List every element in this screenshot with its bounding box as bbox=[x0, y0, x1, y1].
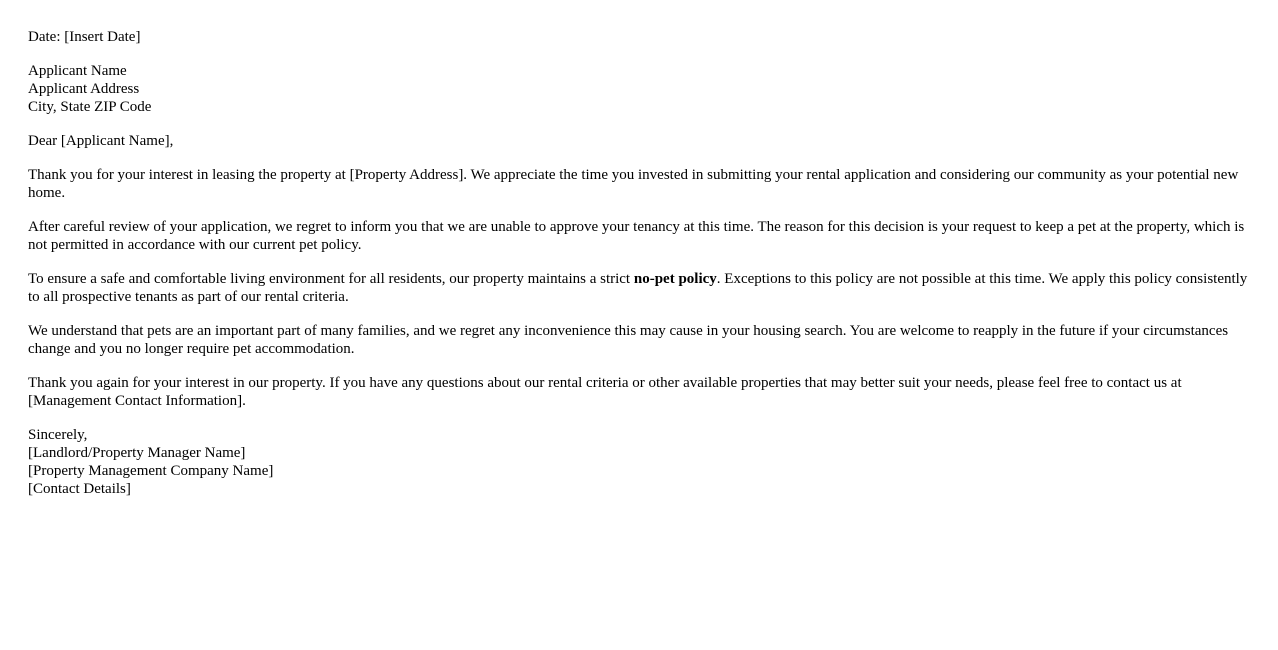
applicant-address-block bbox=[28, 62, 1252, 116]
policy-text-after: . Exceptions to this policy are not possible at this time. We apply this policy consistently to all prospective tenants as part of our rental criteria. bbox=[28, 271, 1248, 305]
applicant-address: Applicant Address bbox=[28, 81, 140, 97]
salutation: Dear [Applicant Name], bbox=[28, 133, 174, 149]
closing-block bbox=[28, 426, 1252, 498]
paragraph-decision: After careful review of your application, we regret to inform you that we are unable to approve your tenancy at this time. The reason for this decision is your request to keep a pet at the property, which is not permitted in accordance with our current pet policy. bbox=[28, 219, 1245, 253]
paragraph-thanks: Thank you again for your interest in our property. If you have any questions about our rental criteria or other available properties that may better suit your needs, please feel free to contact us at [Management Contact Information]. bbox=[28, 375, 1182, 409]
applicant-name: Applicant Name bbox=[28, 63, 127, 79]
paragraph-understanding: We understand that pets are an important part of many families, and we regret any inconvenience this may cause in your housing search. You are welcome to reapply in the future if your circumstances change and you no longer require pet accommodation. bbox=[28, 323, 1229, 357]
date-line: Date: [Insert Date] bbox=[28, 29, 141, 45]
policy-bold-term: no-pet policy bbox=[633, 271, 717, 287]
contact-details: [Contact Details] bbox=[28, 481, 131, 497]
company-name: [Property Management Company Name] bbox=[28, 463, 274, 479]
sign-off: Sincerely, bbox=[28, 427, 88, 443]
manager-name: [Landlord/Property Manager Name] bbox=[28, 445, 246, 461]
applicant-city-state-zip: City, State ZIP Code bbox=[28, 99, 152, 115]
letter-document bbox=[28, 28, 1252, 514]
policy-text-before: To ensure a safe and comfortable living environment for all residents, our property maintains a strict bbox=[28, 271, 634, 287]
paragraph-interest: Thank you for your interest in leasing the property at [Property Address]. We appreciate the time you invested in submitting your rental application and considering our community as your potential new home. bbox=[28, 167, 1239, 201]
paragraph-policy bbox=[28, 270, 1252, 306]
